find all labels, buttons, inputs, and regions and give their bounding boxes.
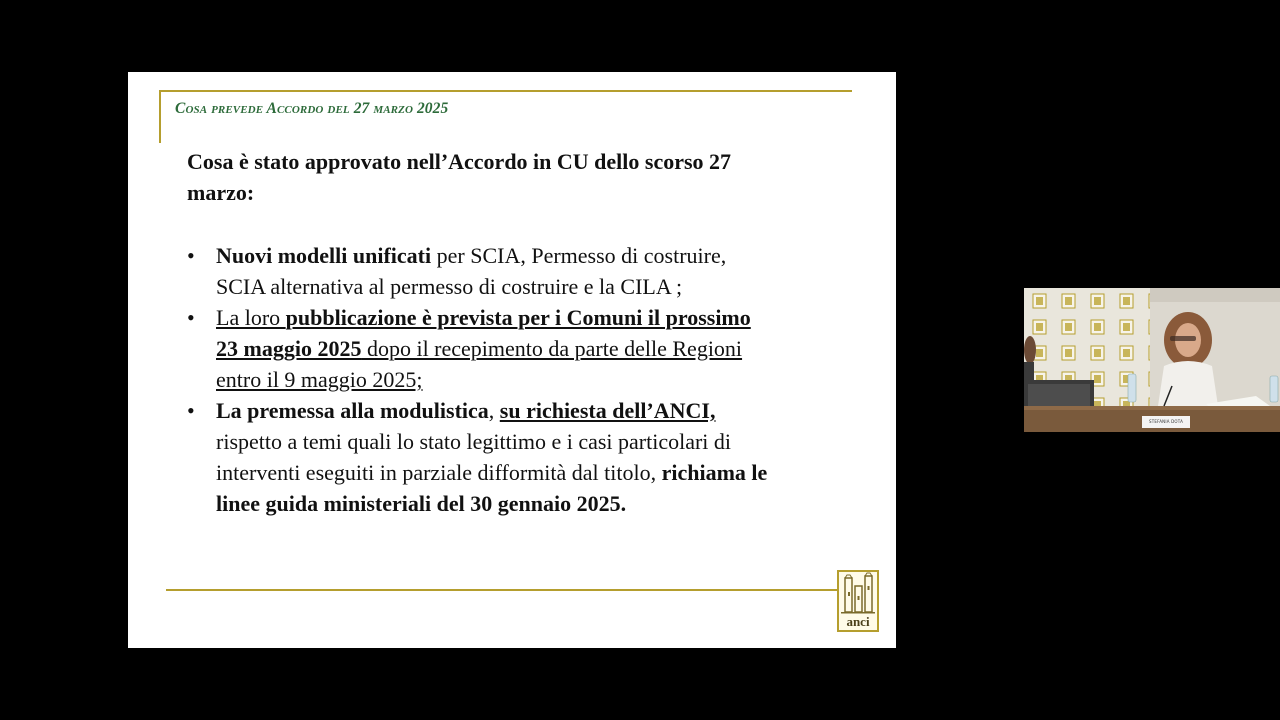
bullet-symbol: • <box>187 398 195 423</box>
bullet-bold-underlined-text: su richiesta dell’ANCI, <box>499 398 716 423</box>
anci-logo <box>837 570 879 632</box>
footer-rule <box>166 589 842 591</box>
bullet-text: interventi eseguiti in parziale difformità dal titolo, <box>216 460 662 485</box>
bullet-bold-text: La premessa alla modulistica <box>216 398 489 423</box>
bullet-bold-text: Nuovi modelli unificati <box>216 243 432 268</box>
logo-text: anci <box>846 614 870 629</box>
bullet-text: dopo il recepimento da parte delle Regioni <box>361 336 743 361</box>
intro-line: marzo: <box>187 180 255 205</box>
bullet-item <box>187 240 849 302</box>
bullet-symbol: • <box>187 243 195 268</box>
bullet-text: per SCIA, Permesso di costruire, <box>431 243 727 268</box>
presentation-slide <box>128 72 896 648</box>
anci-logo-icon <box>839 572 877 630</box>
bullet-symbol: • <box>187 305 195 330</box>
bullet-text: , <box>488 398 500 423</box>
bullet-text: SCIA alternativa al permesso di costruire e la CILA ; <box>216 274 683 299</box>
bullet-bold-text: pubblicazione è prevista per i Comuni il prossimo <box>285 305 751 330</box>
bullet-bold-text: 23 maggio 2025 <box>216 336 362 361</box>
intro-text <box>187 146 837 208</box>
bullet-text: entro il 9 maggio 2025; <box>216 367 423 392</box>
bullet-list <box>187 240 849 519</box>
speaker-webcam-feed <box>1024 288 1280 432</box>
video-frame <box>1024 288 1280 432</box>
bullet-item <box>187 395 849 519</box>
bullet-text: La loro <box>216 305 286 330</box>
intro-line: Cosa è stato approvato nell’Accordo in CU dello scorso 27 <box>187 149 732 174</box>
bullet-text: rispetto a temi quali lo stato legittimo e i casi particolari di <box>216 429 732 454</box>
bullet-item <box>187 302 849 395</box>
bullet-bold-text: linee guida ministeriali del 30 gennaio 2025. <box>216 491 627 516</box>
speaker-nameplate: STEFANIA DOTA <box>1142 416 1190 428</box>
slide-title: Cosa prevede Accordo del 27 marzo 2025 <box>175 100 449 117</box>
bullet-bold-text: richiama le <box>661 460 768 485</box>
